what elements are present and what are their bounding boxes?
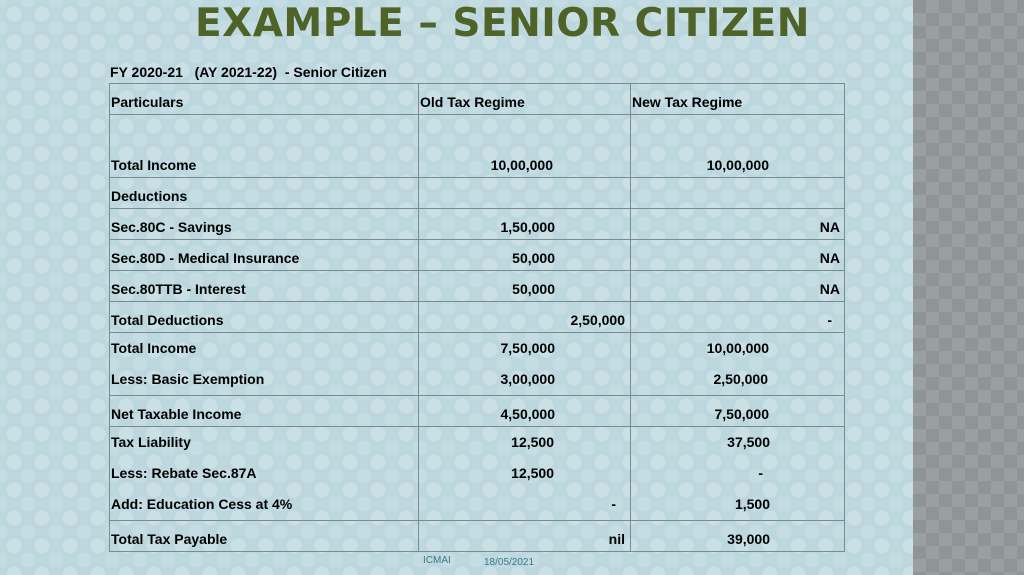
row-label: Net Taxable Income	[110, 396, 419, 427]
old-value: 50,000	[419, 240, 631, 271]
row-label: Sec.80TTB - Interest	[110, 271, 419, 302]
new-value: 10,00,000	[706, 340, 769, 356]
row-label-group	[110, 427, 419, 521]
old-value: 2,50,000	[419, 302, 631, 333]
row-label: Tax Liability	[111, 434, 191, 450]
row-label-group	[110, 333, 419, 396]
table-row-group	[110, 333, 845, 396]
old-value-group	[419, 427, 631, 521]
table-caption: FY 2020-21 (AY 2021-22) - Senior Citizen	[110, 64, 387, 80]
header-old-regime: Old Tax Regime	[419, 84, 631, 115]
old-value: 7,50,000	[500, 340, 555, 356]
new-value: NA	[631, 240, 845, 271]
row-label: Less: Rebate Sec.87A	[111, 465, 257, 481]
row-label: Total Deductions	[110, 302, 419, 333]
old-value: 12,500	[511, 434, 554, 450]
old-value: nil	[419, 521, 631, 552]
row-label: Less: Basic Exemption	[111, 371, 265, 387]
decorative-side-band	[913, 0, 1024, 575]
table-row	[110, 240, 845, 271]
row-label: Sec.80D - Medical Insurance	[110, 240, 419, 271]
footer-date: 18/05/2021	[484, 557, 535, 568]
new-value-group	[631, 427, 845, 521]
old-value: 12,500	[511, 465, 554, 481]
row-label: Add: Education Cess at 4%	[111, 496, 293, 512]
table-row	[110, 115, 845, 178]
table-row	[110, 178, 845, 209]
table-row	[110, 396, 845, 427]
new-value: NA	[631, 209, 845, 240]
new-value: -	[631, 302, 845, 333]
row-label: Total Income	[111, 340, 197, 356]
slide-title: EXAMPLE – SENIOR CITIZEN	[195, 1, 810, 46]
old-value: -	[611, 496, 616, 512]
new-value: 39,000	[631, 521, 845, 552]
old-value: 4,50,000	[419, 396, 631, 427]
table-row	[110, 271, 845, 302]
new-value: 10,00,000	[631, 115, 845, 178]
old-value	[419, 178, 631, 209]
table-row-group	[110, 427, 845, 521]
row-label: Sec.80C - Savings	[110, 209, 419, 240]
new-value: 7,50,000	[631, 396, 845, 427]
old-value: 50,000	[419, 271, 631, 302]
old-value: 3,00,000	[500, 371, 555, 387]
row-label: Total Tax Payable	[110, 521, 419, 552]
new-value: NA	[631, 271, 845, 302]
new-value	[631, 178, 845, 209]
old-value: 1,50,000	[419, 209, 631, 240]
row-label: Deductions	[110, 178, 419, 209]
header-particulars: Particulars	[110, 84, 419, 115]
table-row	[110, 302, 845, 333]
row-label: Total Income	[110, 115, 419, 178]
footer-organization: ICMAI	[423, 555, 451, 566]
table-row	[110, 209, 845, 240]
header-new-regime: New Tax Regime	[631, 84, 845, 115]
tax-comparison-table	[109, 83, 845, 552]
new-value: -	[758, 465, 763, 481]
new-value-group	[631, 333, 845, 396]
table-header-row	[110, 84, 845, 115]
new-value: 37,500	[727, 434, 770, 450]
new-value: 1,500	[734, 496, 770, 512]
table-row	[110, 521, 845, 552]
old-value-group	[419, 333, 631, 396]
new-value: 2,50,000	[713, 371, 768, 387]
old-value: 10,00,000	[419, 115, 631, 178]
